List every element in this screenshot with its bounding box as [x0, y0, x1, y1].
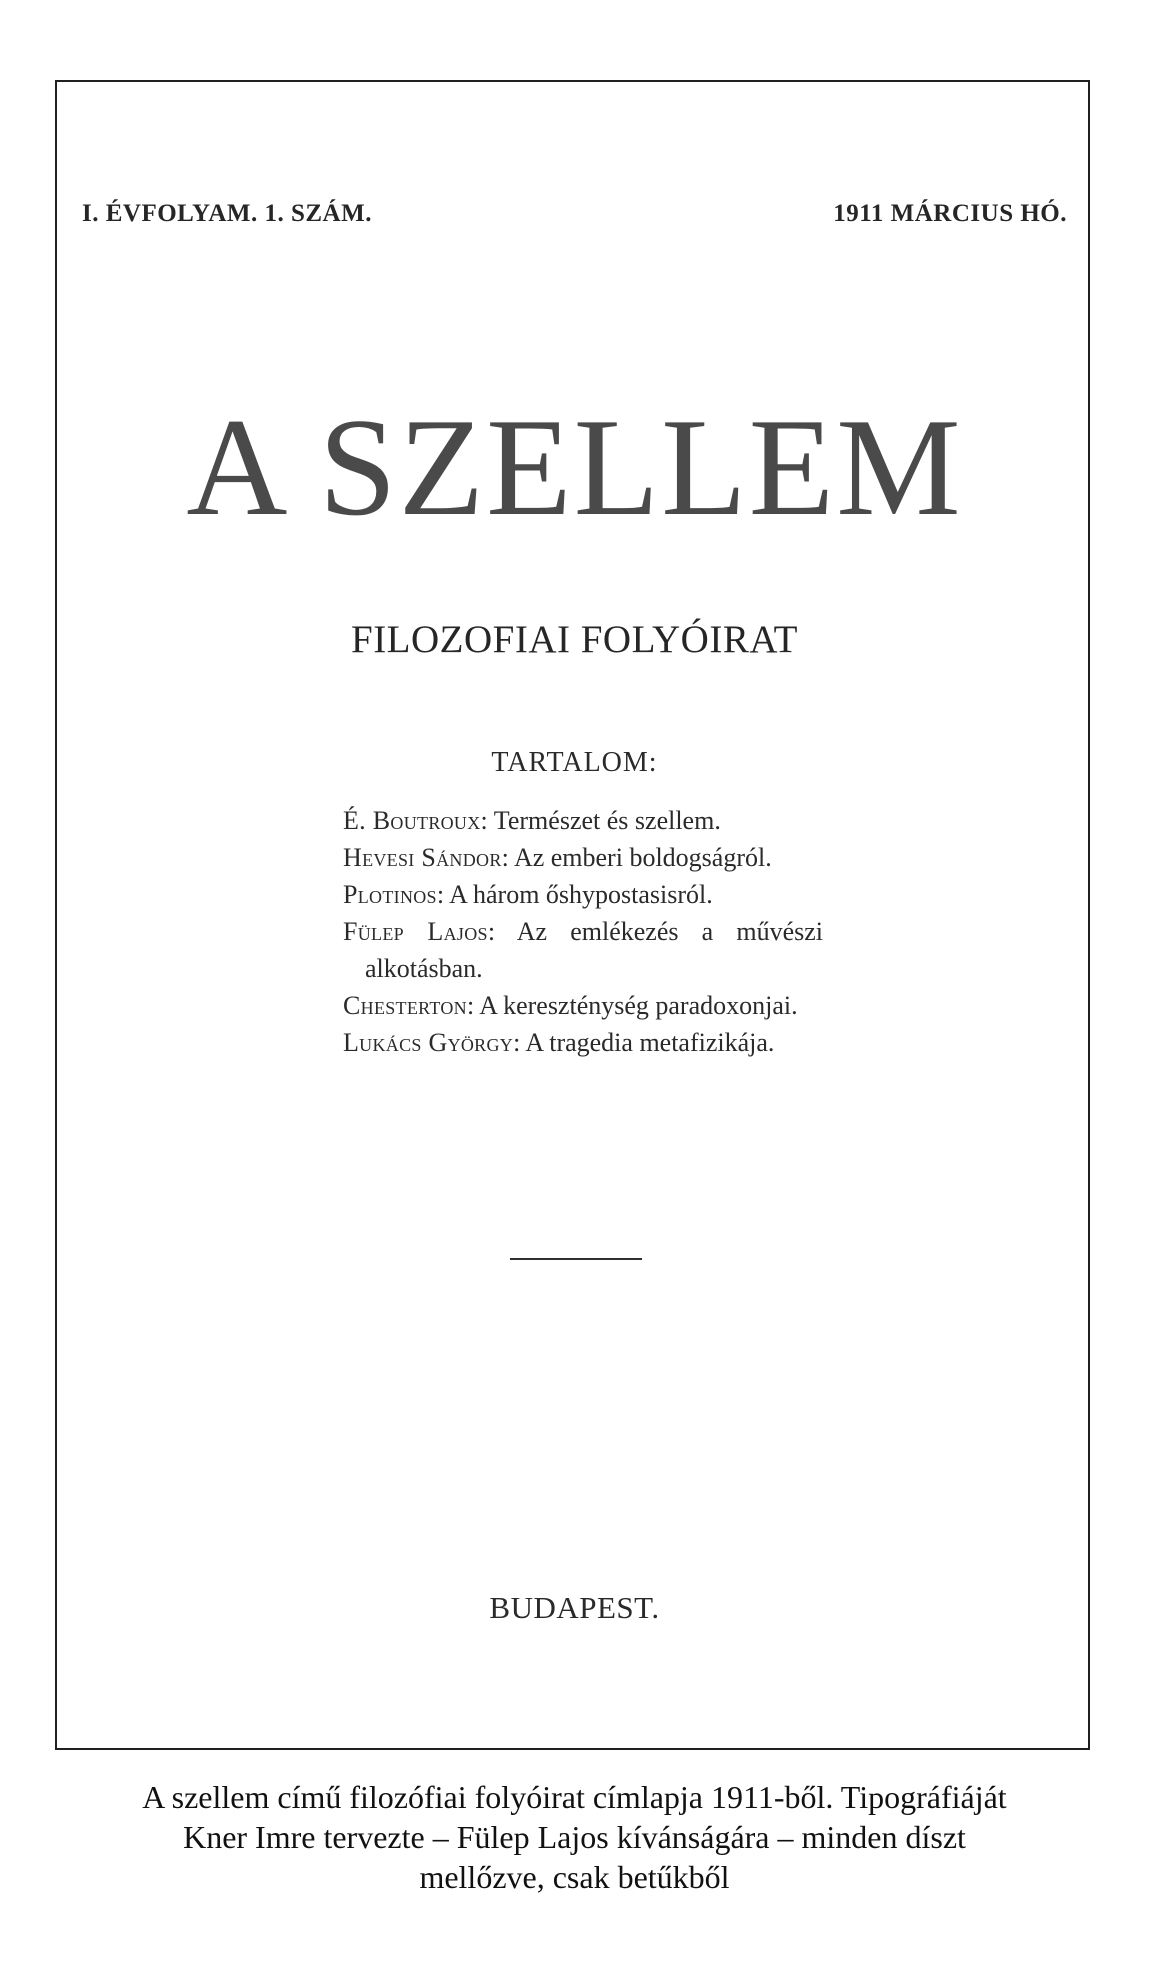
caption-line: A szellem című filozófiai folyóirat címlapja 1911-ből. Tipográfiáját: [142, 1779, 1007, 1815]
caption-line: Kner Imre tervezte – Fülep Lajos kívánságára – minden díszt: [183, 1819, 966, 1855]
caption-line: mellőzve, csak betűkből: [419, 1859, 730, 1895]
toc-entry: Plotinos: A három őshypostasisról.: [343, 880, 713, 909]
toc-work: Természet és szellem.: [493, 806, 721, 835]
toc-entry: Chesterton: A kereszténység paradoxonjai.: [343, 991, 798, 1020]
toc-author: Fülep Lajos: [343, 917, 488, 946]
publication-place: BUDAPEST.: [489, 1590, 660, 1625]
issue-number: I. ÉVFOLYAM. 1. SZÁM.: [82, 200, 372, 227]
toc-work: Az emberi boldogságról.: [513, 843, 772, 872]
toc-heading: TARTALOM:: [491, 747, 658, 778]
issue-date: 1911 MÁRCIUS HÓ.: [833, 200, 1067, 227]
toc-entry: Lukács György: A tragedia metafizikája.: [343, 1028, 775, 1057]
toc-entry: Hevesi Sándor: Az emberi boldogságról.: [343, 843, 772, 872]
toc-work: A tragedia metafizikája.: [525, 1028, 775, 1057]
toc-entry: É. Boutroux: Természet és szellem.: [343, 806, 721, 835]
toc-author: Lukács György: [343, 1028, 514, 1057]
toc-work: Az emlékezés a művészi alkotásban.: [365, 917, 823, 983]
toc-author: Hevesi Sándor: [343, 843, 502, 872]
journal-subtitle: FILOZOFIAI FOLYÓIRAT: [351, 618, 798, 661]
journal-title: A SZELLEM: [186, 390, 963, 545]
toc-entry: Fülep Lajos: Az emlékezés a művészi alkotásban.: [343, 917, 823, 983]
toc-author: É. Boutroux: [343, 806, 481, 835]
divider-rule: [510, 1258, 642, 1260]
toc-work: A három őshypostasisról.: [449, 880, 713, 909]
table-of-contents: [343, 802, 823, 1061]
toc-work: A kereszténység paradoxonjai.: [479, 991, 798, 1020]
toc-author: Chesterton: [343, 991, 467, 1020]
image-caption: [40, 1777, 1109, 1897]
toc-author: Plotinos: [343, 880, 437, 909]
